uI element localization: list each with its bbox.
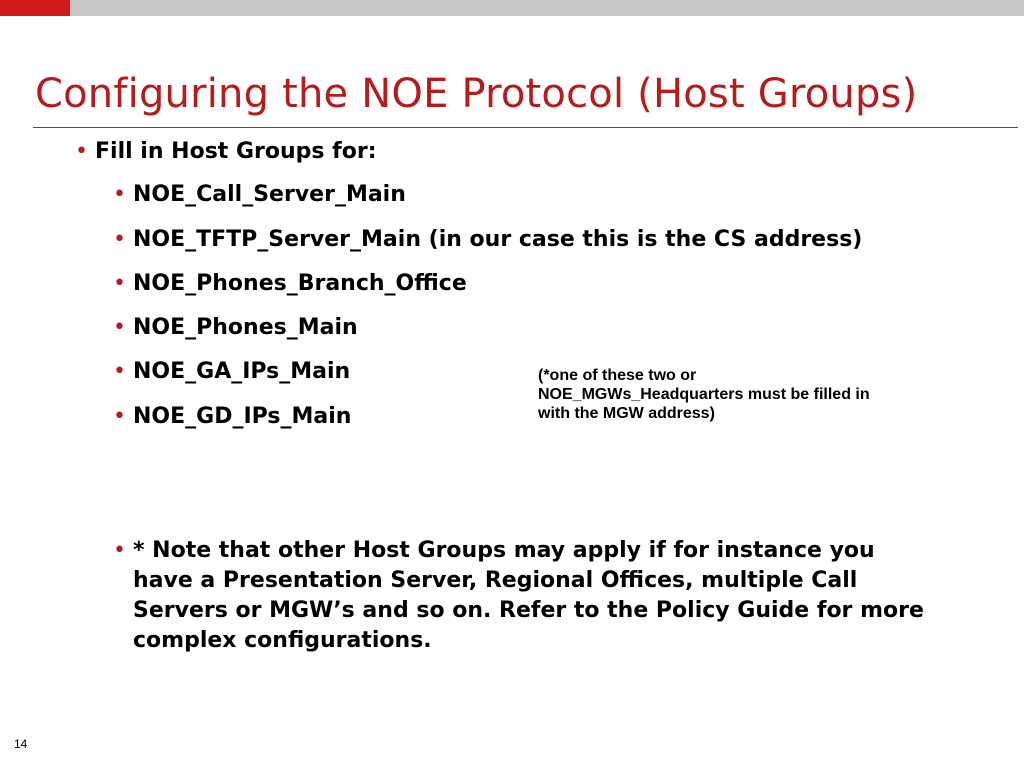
host-group-item bbox=[113, 402, 352, 432]
host-group-label: NOE_TFTP_Server_Main (in our case this is the CS address) bbox=[133, 227, 863, 252]
title-divider bbox=[33, 127, 1018, 128]
bullet-icon: • bbox=[113, 359, 126, 384]
page-number: 14 bbox=[14, 737, 28, 751]
intro-bullet bbox=[75, 137, 377, 167]
bullet-icon: • bbox=[113, 182, 126, 207]
bullet-icon: • bbox=[113, 404, 126, 429]
host-group-item bbox=[113, 269, 467, 299]
header-accent bbox=[0, 0, 70, 16]
host-group-item bbox=[113, 225, 863, 255]
host-group-label: NOE_Call_Server_Main bbox=[133, 182, 406, 207]
bullet-icon: • bbox=[113, 315, 126, 340]
slide-title: Configuring the NOE Protocol (Host Groups) bbox=[35, 71, 918, 117]
bullet-icon: • bbox=[113, 538, 126, 563]
host-group-item bbox=[113, 313, 358, 343]
bullet-icon: • bbox=[113, 227, 126, 252]
host-group-item bbox=[113, 357, 351, 387]
header-bar bbox=[70, 0, 1024, 16]
host-group-label: NOE_GD_IPs_Main bbox=[133, 404, 352, 429]
host-group-label: NOE_GA_IPs_Main bbox=[133, 359, 351, 384]
bullet-icon: • bbox=[113, 271, 126, 296]
bullet-icon: • bbox=[75, 139, 88, 164]
intro-text: Fill in Host Groups for: bbox=[95, 139, 377, 164]
note-text: * Note that other Host Groups may apply if for instance you have a Presentation Server, Regional Offices, multiple Call Servers or MGW’s and so on. Refer to the Policy Guide for more complex configurations. bbox=[133, 538, 924, 653]
host-group-label: NOE_Phones_Branch_Office bbox=[133, 271, 467, 296]
host-group-label: NOE_Phones_Main bbox=[133, 315, 358, 340]
host-group-item bbox=[113, 180, 406, 210]
mgw-side-note: (*one of these two or NOE_MGWs_Headquarters must be filled in with the MGW address) bbox=[538, 367, 870, 422]
note-bullet bbox=[113, 536, 933, 656]
